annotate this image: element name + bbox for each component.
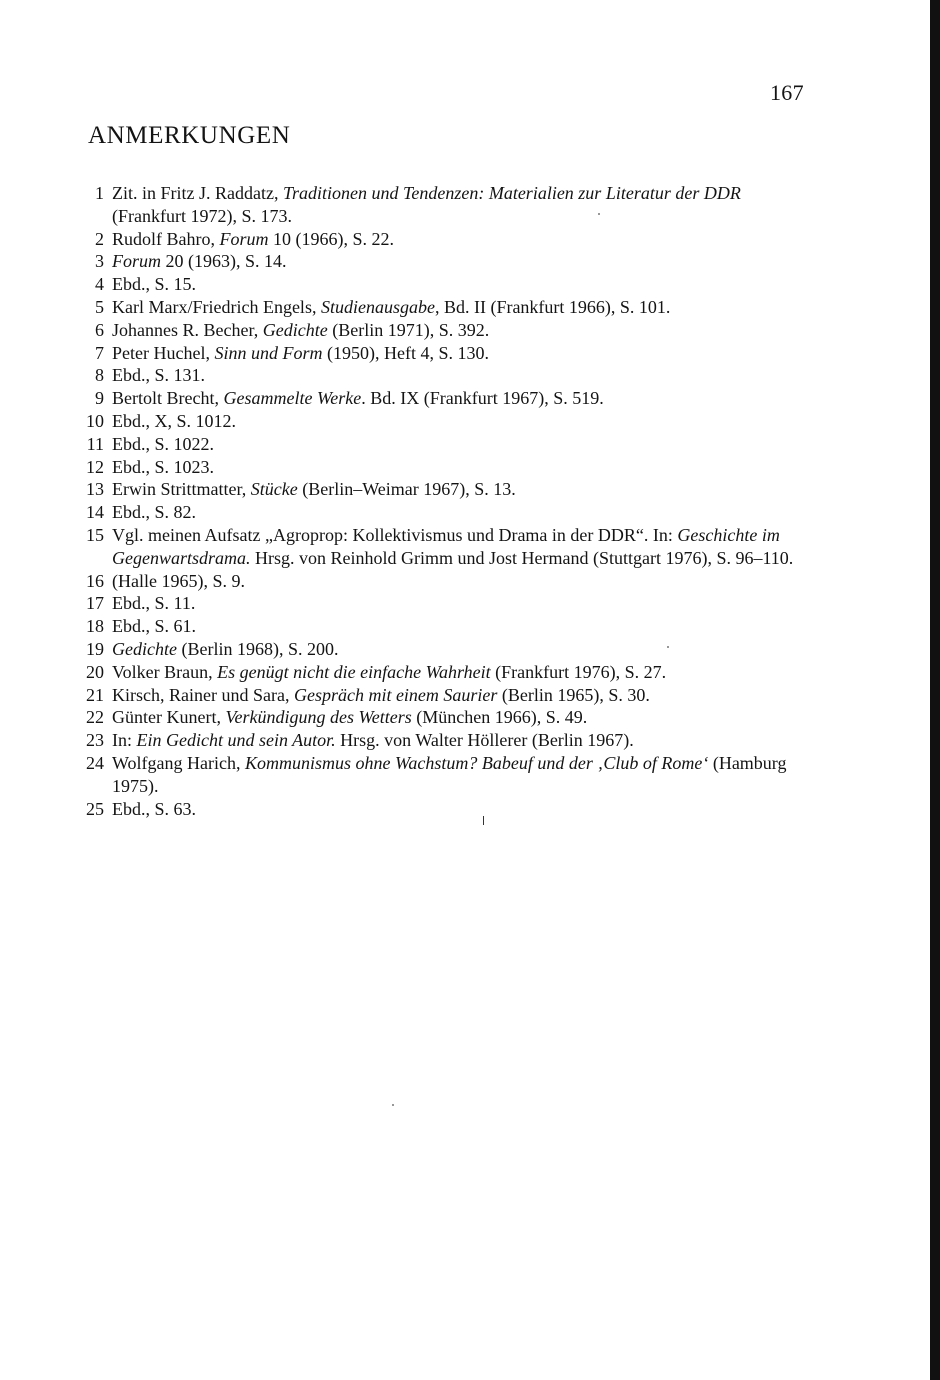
note-item: [78, 478, 808, 501]
note-text: [104, 319, 808, 342]
note-text-segment: 20 (1963), S. 14.: [161, 251, 287, 272]
note-number: 7: [95, 342, 104, 363]
note-title-italic: Es genügt nicht die einfache Wahrheit: [217, 661, 491, 682]
note-item: [78, 250, 808, 273]
note-number: 18: [86, 616, 104, 637]
note-text-segment: In:: [112, 730, 137, 751]
note-text-segment: Ebd., S. 63.: [112, 798, 197, 819]
note-number: 11: [86, 433, 104, 454]
note-text-segment: Zit. in Fritz J. Raddatz,: [112, 183, 283, 203]
note-text-segment: Ebd., S. 82.: [112, 502, 197, 523]
note-number: 5: [95, 296, 104, 317]
note-item: [78, 273, 808, 296]
note-item: [78, 729, 808, 752]
note-number: 3: [95, 251, 104, 272]
note-text: [104, 798, 808, 821]
note-text-segment: Rudolf Bahro,: [112, 228, 220, 249]
note-text: [104, 364, 808, 387]
note-text-segment: Ebd., S. 1023.: [112, 456, 215, 477]
note-text-segment: (Halle 1965), S. 9.: [112, 570, 245, 591]
note-number: 17: [86, 593, 104, 614]
note-number: 15: [86, 524, 104, 545]
note-text: [104, 296, 808, 319]
note-text-segment: Erwin Strittmatter,: [112, 479, 251, 500]
note-number: 25: [86, 798, 104, 819]
note-title-italic: Traditionen und Tendenzen: Materialien zur Literatur der DDR: [282, 183, 741, 203]
note-text: [104, 729, 808, 752]
note-title-italic: Gespräch mit einem Saurier: [293, 684, 498, 705]
note-item: [78, 319, 808, 342]
note-text-segment: (Frankfurt 1976), S. 27.: [490, 661, 667, 682]
note-item: [78, 456, 808, 479]
note-item: [78, 364, 808, 387]
note-text: [104, 273, 808, 296]
note-text-segment: Volker Braun,: [112, 661, 218, 682]
speck: [392, 1104, 394, 1106]
note-text-segment: (München 1966), S. 49.: [411, 707, 588, 728]
note-text-segment: Bertolt Brecht,: [112, 388, 224, 409]
note-text: [104, 570, 808, 593]
note-text-segment: Hrsg. von Walter Höllerer (Berlin 1967).: [335, 730, 634, 751]
note-item: [78, 387, 808, 410]
note-text-segment: Peter Huchel,: [112, 342, 215, 363]
note-title-italic: Stücke: [250, 479, 298, 500]
note-number: 6: [95, 319, 104, 340]
note-number: 1: [95, 183, 104, 203]
note-text-segment: Günter Kunert,: [112, 707, 226, 728]
speck: [598, 213, 600, 215]
note-item: [78, 228, 808, 251]
note-text: [104, 456, 808, 479]
note-text: [104, 524, 808, 570]
note-item: [78, 433, 808, 456]
note-title-italic: Studienausgabe: [320, 296, 435, 317]
speck: [667, 646, 669, 648]
note-number: 8: [95, 365, 104, 386]
note-item: [78, 182, 808, 228]
note-text: [104, 478, 808, 501]
note-item: [78, 524, 808, 570]
note-number: 21: [86, 684, 104, 705]
stray-mark: [483, 816, 484, 825]
note-text-segment: (Berlin–Weimar 1967), S. 13.: [297, 479, 516, 500]
note-text: [104, 342, 808, 365]
note-text-segment: (Berlin 1968), S. 200.: [176, 638, 339, 659]
note-title-italic: Forum: [112, 251, 161, 272]
note-number: 2: [95, 228, 104, 249]
note-item: [78, 410, 808, 433]
note-title-italic: Ein Gedicht und sein Autor.: [136, 730, 336, 751]
note-text-segment: . Bd. IX (Frankfurt 1967), S. 519.: [361, 388, 604, 409]
note-item: [78, 570, 808, 593]
note-text: [104, 501, 808, 524]
page-number: 167: [770, 80, 804, 105]
note-text: [104, 592, 808, 615]
note-item: [78, 661, 808, 684]
note-text-segment: Karl Marx/Friedrich Engels,: [112, 296, 321, 317]
note-item: [78, 798, 808, 821]
note-text: [104, 433, 808, 456]
note-number: 14: [86, 502, 104, 523]
note-text: [104, 228, 808, 251]
note-text: [104, 684, 808, 707]
note-number: 22: [86, 707, 104, 728]
note-text-segment: , Bd. II (Frankfurt 1966), S. 101.: [434, 296, 671, 317]
note-title-italic: Kommunismus ohne Wachstum? Babeuf und der ‚Club of Rome‘: [245, 752, 709, 773]
note-text: [104, 706, 808, 729]
note-text-segment: Johannes R. Becher,: [112, 319, 263, 340]
note-text: [104, 387, 808, 410]
note-text-segment: Ebd., S. 1022.: [112, 433, 215, 454]
note-number: 13: [86, 479, 104, 500]
note-title-italic: Gesammelte Werke: [223, 388, 362, 409]
note-text: [104, 182, 808, 228]
note-item: [78, 615, 808, 638]
note-number: 16: [86, 570, 104, 591]
note-title-italic: Verkündigung des Wetters: [225, 707, 412, 728]
note-title-italic: Geschichte im Gegenwartsdrama.: [112, 524, 780, 568]
note-text-segment: (1950), Heft 4, S. 130.: [322, 342, 489, 363]
note-number: 4: [95, 274, 104, 295]
note-number: 12: [86, 456, 104, 477]
note-number: 10: [86, 410, 104, 431]
note-text: [104, 638, 808, 661]
note-text: [104, 752, 808, 798]
note-text-segment: Wolfgang Harich,: [112, 752, 246, 773]
note-item: [78, 752, 808, 798]
note-text-segment: Ebd., S. 61.: [112, 616, 197, 637]
note-text: [104, 410, 808, 433]
note-text-segment: (Frankfurt 1972), S. 173.: [112, 205, 292, 226]
note-item: [78, 684, 808, 707]
note-number: 20: [86, 661, 104, 682]
note-item: [78, 501, 808, 524]
note-text-segment: (Berlin 1971), S. 392.: [327, 319, 490, 340]
note-title-italic: Forum: [219, 228, 269, 249]
note-title-italic: Sinn und Form: [214, 342, 323, 363]
note-text-segment: Ebd., S. 131.: [112, 365, 206, 386]
page-edge: [930, 0, 940, 1380]
note-item: [78, 638, 808, 661]
notes-list: [78, 182, 808, 820]
note-item: [78, 296, 808, 319]
note-number: 24: [86, 752, 104, 773]
note-text-segment: Ebd., X, S. 1012.: [112, 410, 237, 431]
note-text-segment: Kirsch, Rainer und Sara,: [112, 684, 294, 705]
note-text: [104, 615, 808, 638]
note-text-segment: Hrsg. von Reinhold Grimm und Jost Hermand (Stuttgart 1976), S. 96–110.: [250, 547, 794, 568]
note-item: [78, 592, 808, 615]
note-text-segment: (Berlin 1965), S. 30.: [497, 684, 650, 705]
note-number: 19: [86, 638, 104, 659]
note-text-segment: Vgl. meinen Aufsatz „Agroprop: Kollektivismus und Drama in der DDR“. In:: [112, 524, 678, 545]
note-text-segment: Ebd., S. 11.: [112, 593, 196, 614]
section-title: ANMERKUNGEN: [88, 122, 291, 149]
note-item: [78, 706, 808, 729]
note-text-segment: (Hamburg 1975).: [112, 752, 787, 796]
note-text: [104, 250, 808, 273]
note-text-segment: Ebd., S. 15.: [112, 274, 197, 295]
note-number: 23: [86, 730, 104, 751]
note-text: [104, 661, 808, 684]
note-title-italic: Gedichte: [262, 319, 328, 340]
note-item: [78, 342, 808, 365]
note-title-italic: Gedichte: [112, 638, 177, 659]
note-text-segment: 10 (1966), S. 22.: [268, 228, 394, 249]
note-number: 9: [95, 388, 104, 409]
